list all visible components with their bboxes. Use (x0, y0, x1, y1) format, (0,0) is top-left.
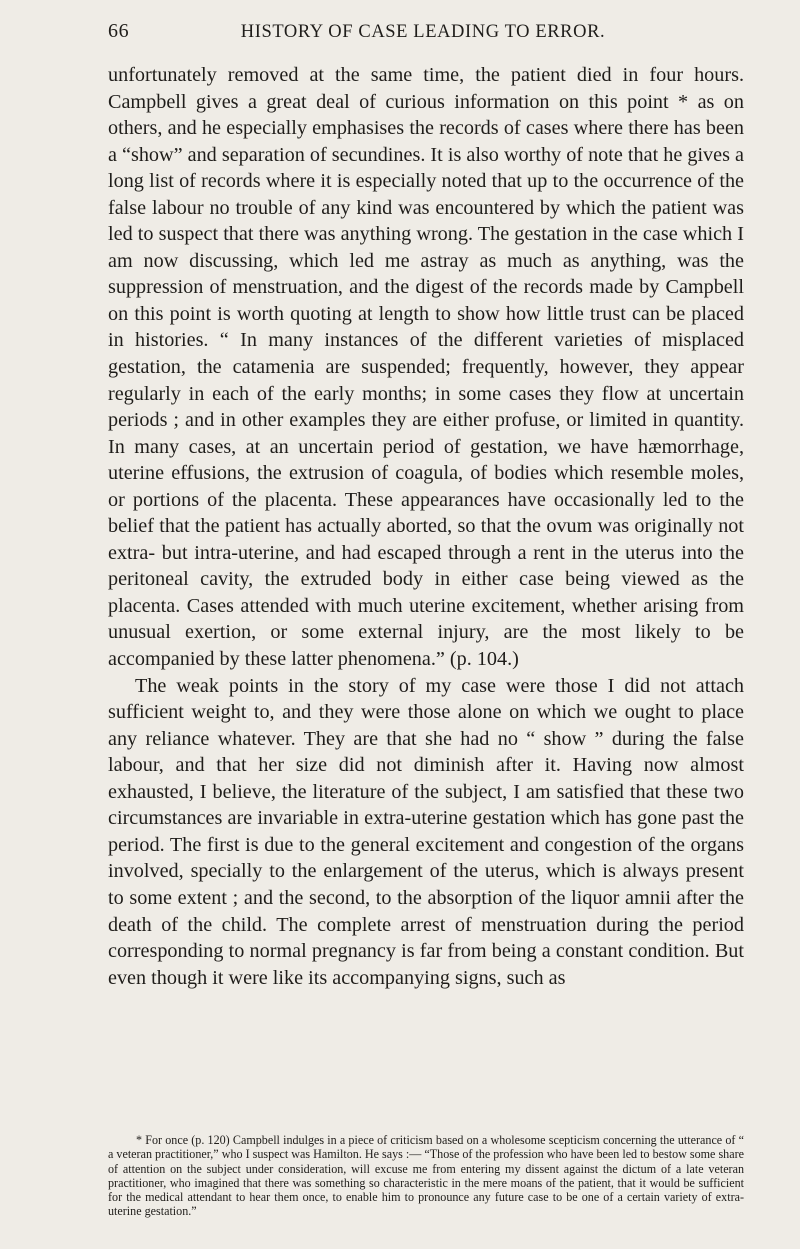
footnote: * For once (p. 120) Campbell indulges in a piece of criticism based on a wholesome scepticism concerning the utterance of “ a veteran practitioner,” who I suspect was Hamilton. He says :— “Those of the profession who have been led to bestow some share of attention on the subject under consideration, will excuse me from entering my dissent against the dictum of a late veteran practitioner, who imagined that there was something so characteristic in the mere moans of the patient, that it would be sufficient for the medical attendant to hear them once, to enable him to pronounce any future case to be one of a certain variety of extra-uterine gestation.” (108, 1133, 744, 1219)
paragraph: unfortunately removed at the same time, the patient died in four hours. Campbell gives a great deal of curious information on this point * as on others, and he especially emphasises the records of cases where there has been a “show” and separation of secundines. It is also worthy of note that he gives a long list of records where it is especially noted that up to the occurrence of the false labour no trouble of any kind was encountered by which the patient was led to suspect that there was anything wrong. The gestation in the case which I am now discussing, which led me astray as much as anything, was the suppression of menstruation, and the digest of the records made by Campbell on this point is worth quoting at length to show how little trust can be placed in histories. “ In many instances of the different varieties of misplaced gestation, the catamenia are suspended; frequently, however, they appear regularly in each of the early months; in some cases they flow at uncertain periods ; and in other examples they are either profuse, or limited in quantity. In many cases, at an uncertain period of gestation, we have hæmorrhage, uterine effusions, the extrusion of coagula, of bodies which resemble moles, or portions of the placenta. These appearances have occasionally led to the belief that the patient has actually aborted, so that the ovum was originally not extra- but intra-uterine, and had escaped through a rent in the uterus into the peritoneal cavity, the extruded body in either case being viewed as the placenta. Cases attended with much uterine excitement, whether arising from unusual exertion, or some external injury, are the most likely to be accompanied by these latter phenomena.” (p. 104.) (108, 64, 744, 671)
page-number: 66 (108, 20, 130, 42)
body-text (108, 62, 744, 991)
running-title: HISTORY OF CASE LEADING TO ERROR. (240, 22, 606, 42)
page-header (108, 20, 738, 43)
paragraph: The weak points in the story of my case were those I did not attach sufficient weight to, and they were those alone on which we ought to place any reliance whatever. They are that she had no “ show ” during the false labour, and that her size did not diminish after it. Having now almost exhausted, I believe, the literature of the subject, I am satisfied that these two circumstances are invariable in extra-uterine gestation which has gone past the period. The first is due to the general excitement and congestion of the organs involved, specially to the enlargement of the uterus, which is always present to some extent ; and the second, to the absorption of the liquor amnii after the death of the child. The complete arrest of menstruation during the period corresponding to normal pregnancy is far from being a constant condition. But even though it were like its accompanying signs, such as (108, 674, 744, 989)
footnote-rule (108, 1126, 744, 1128)
